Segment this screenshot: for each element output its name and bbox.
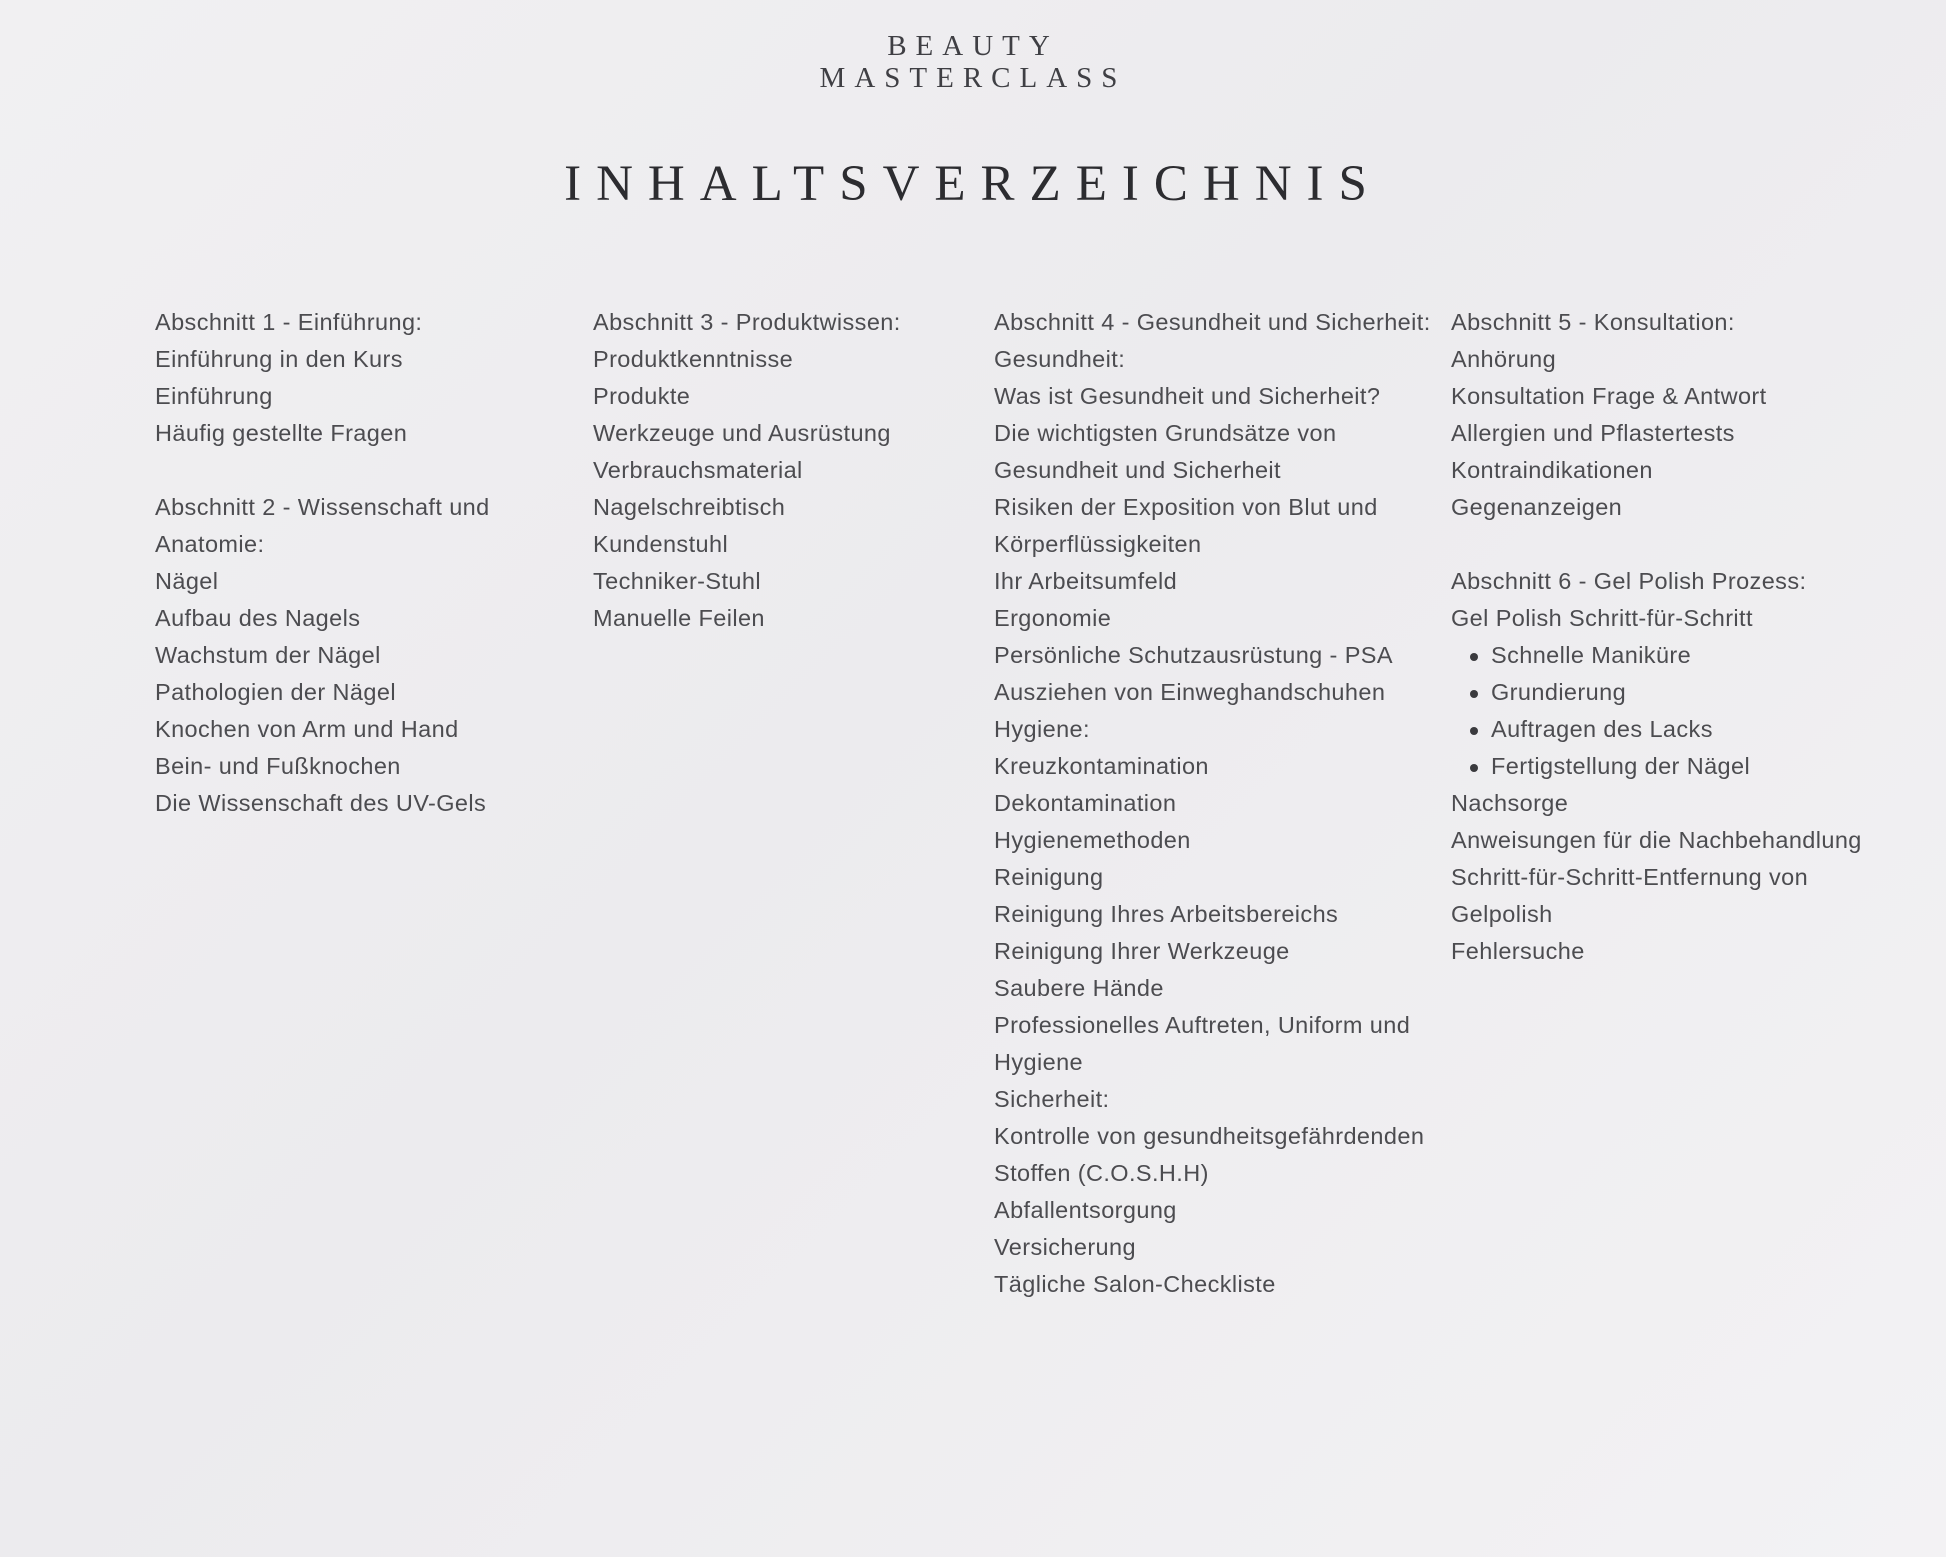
brand-line-2: MASTERCLASS	[819, 62, 1127, 94]
toc-bullet-item: Fertigstellung der Nägel	[1451, 748, 1901, 785]
toc-item: Produktkenntnisse	[593, 346, 794, 372]
toc-item: Dekontamination	[994, 790, 1177, 816]
toc-bullet-item: Schnelle Maniküre	[1451, 637, 1901, 674]
toc-item: Kontraindikationen	[1451, 457, 1653, 483]
toc-section-5	[1451, 304, 1901, 526]
toc-item: Persönliche Schutzausrüstung - PSA	[994, 642, 1393, 668]
toc-section-3	[593, 304, 973, 637]
toc-item: Einführung	[155, 383, 273, 409]
toc-section-heading: Abschnitt 4 - Gesundheit und Sicherheit:	[994, 309, 1431, 335]
toc-item: Produkte	[593, 383, 691, 409]
toc-item: Häufig gestellte Fragen	[155, 420, 408, 446]
toc-item: Reinigung	[994, 864, 1104, 890]
brand-line-1: BEAUTY	[887, 30, 1059, 62]
toc-item: Versicherung	[994, 1234, 1136, 1260]
toc-item: Ihr Arbeitsumfeld	[994, 568, 1178, 594]
toc-section-heading: Abschnitt 1 - Einführung:	[155, 309, 423, 335]
toc-item: Die wichtigsten Grundsätze von Gesundheit und Sicherheit	[994, 420, 1337, 483]
toc-column-3	[994, 304, 1444, 1340]
toc-item: Die Wissenschaft des UV-Gels	[155, 790, 487, 816]
toc-bullet-item: Grundierung	[1451, 674, 1901, 711]
toc-item: Abfallentsorgung	[994, 1197, 1177, 1223]
page-title: INHALTSVERZEICHNIS	[564, 156, 1382, 212]
toc-item: Anweisungen für die Nachbehandlung	[1451, 827, 1862, 853]
toc-section-heading: Abschnitt 6 - Gel Polish Prozess:	[1451, 568, 1807, 594]
toc-section-2	[155, 489, 575, 822]
toc-item: Was ist Gesundheit und Sicherheit?	[994, 383, 1381, 409]
toc-column-4	[1451, 304, 1901, 1007]
toc-item: Gegenanzeigen	[1451, 494, 1623, 520]
toc-item: Werkzeuge und Ausrüstung	[593, 420, 891, 446]
toc-item: Einführung in den Kurs	[155, 346, 403, 372]
toc-section-heading: Abschnitt 3 - Produktwissen:	[593, 309, 901, 335]
toc-item: Wachstum der Nägel	[155, 642, 381, 668]
toc-item: Techniker-Stuhl	[593, 568, 761, 594]
toc-item: Manuelle Feilen	[593, 605, 765, 631]
toc-item: Reinigung Ihrer Werkzeuge	[994, 938, 1290, 964]
toc-bullet-list	[1451, 637, 1901, 785]
toc-item: Knochen von Arm und Hand	[155, 716, 459, 742]
toc-item: Nagelschreibtisch	[593, 494, 786, 520]
toc-item: Kundenstuhl	[593, 531, 729, 557]
toc-item: Ergonomie	[994, 605, 1112, 631]
toc-column-2	[593, 304, 973, 674]
toc-subheading: Hygiene:	[994, 716, 1090, 742]
toc-subheading: Gesundheit:	[994, 346, 1126, 372]
toc-section-heading: Abschnitt 5 - Konsultation:	[1451, 309, 1735, 335]
toc-item: Bein- und Fußknochen	[155, 753, 401, 779]
toc-bullet-item: Auftragen des Lacks	[1451, 711, 1901, 748]
toc-section-heading: Abschnitt 2 - Wissenschaft und Anatomie:	[155, 494, 490, 557]
toc-item: Verbrauchsmaterial	[593, 457, 803, 483]
toc-section-4	[994, 304, 1444, 1303]
toc-item: Allergien und Pflastertests	[1451, 420, 1735, 446]
toc-item: Aufbau des Nagels	[155, 605, 361, 631]
toc-item: Risiken der Exposition von Blut und Körperflüssigkeiten	[994, 494, 1378, 557]
toc-item: Hygienemethoden	[994, 827, 1191, 853]
toc-subheading: Sicherheit:	[994, 1086, 1110, 1112]
toc-item: Konsultation Frage & Antwort	[1451, 383, 1767, 409]
toc-item: Schritt-für-Schritt-Entfernung von Gelpolish	[1451, 864, 1809, 927]
toc-item: Nägel	[155, 568, 219, 594]
toc-item: Pathologien der Nägel	[155, 679, 396, 705]
brand-logo-text	[0, 30, 1946, 94]
toc-item: Fehlersuche	[1451, 938, 1585, 964]
toc-item: Professionelles Auftreten, Uniform und Hygiene	[994, 1012, 1411, 1075]
toc-item: Gel Polish Schritt-für-Schritt	[1451, 605, 1753, 631]
toc-item: Kreuzkontamination	[994, 753, 1209, 779]
toc-section-1	[155, 304, 575, 452]
toc-item: Tägliche Salon-Checkliste	[994, 1271, 1276, 1297]
toc-item: Ausziehen von Einweghandschuhen	[994, 679, 1386, 705]
toc-item: Anhörung	[1451, 346, 1557, 372]
toc-item: Saubere Hände	[994, 975, 1164, 1001]
toc-item: Reinigung Ihres Arbeitsbereichs	[994, 901, 1339, 927]
toc-column-1	[155, 304, 575, 859]
toc-item: Nachsorge	[1451, 790, 1569, 816]
toc-section-6	[1451, 563, 1901, 970]
toc-item: Kontrolle von gesundheitsgefährdenden Stoffen (C.O.S.H.H)	[994, 1123, 1425, 1186]
